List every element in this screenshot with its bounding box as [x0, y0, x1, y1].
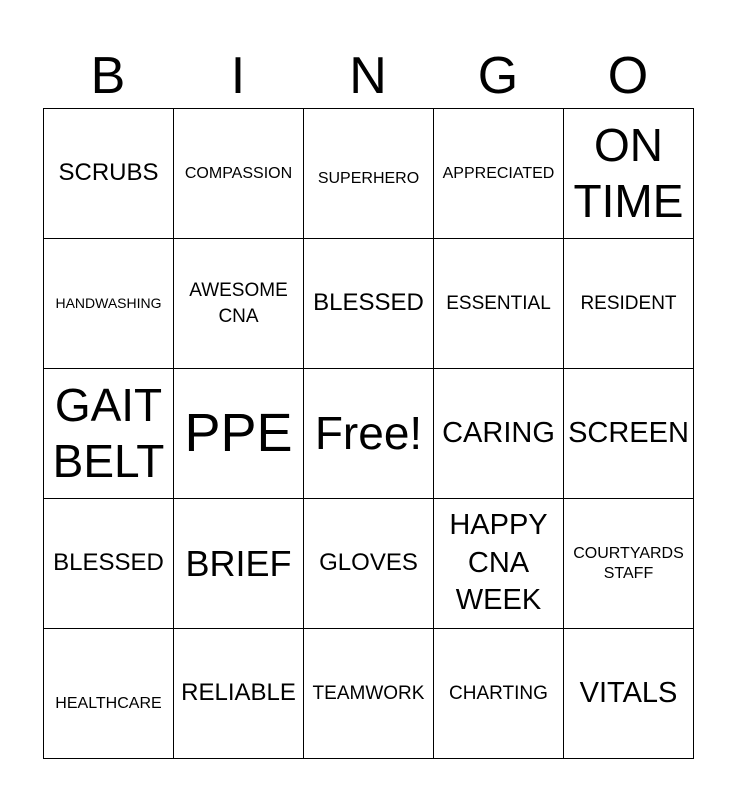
- bingo-cell[interactable]: [44, 629, 174, 759]
- bingo-cell[interactable]: [434, 499, 564, 629]
- bingo-cell[interactable]: [564, 499, 694, 629]
- cell-label: SCRUBS: [58, 159, 159, 187]
- bingo-cell[interactable]: [44, 369, 174, 499]
- bingo-cell[interactable]: [304, 239, 434, 369]
- bingo-cell[interactable]: [174, 499, 304, 629]
- cell-label: Free!: [314, 406, 423, 459]
- bingo-cell[interactable]: [564, 239, 694, 369]
- bingo-cell[interactable]: [434, 369, 564, 499]
- cell-label: ON TIME: [573, 119, 684, 227]
- cell-label: TEAMWORK: [312, 682, 425, 704]
- bingo-cell[interactable]: [304, 629, 434, 759]
- free-space[interactable]: [304, 369, 434, 499]
- bingo-cell[interactable]: [304, 109, 434, 239]
- cell-label: HAPPY CNA WEEK: [449, 508, 548, 617]
- cell-label: HANDWASHING: [55, 295, 162, 312]
- bingo-cell[interactable]: [564, 109, 694, 239]
- cell-label: BLESSED: [313, 289, 424, 317]
- bingo-card: [43, 40, 693, 759]
- header-letter-o: O: [607, 47, 649, 105]
- cell-label: SCREEN: [568, 416, 689, 449]
- cell-label: GAIT BELT: [52, 379, 165, 487]
- cell-label: RELIABLE: [181, 679, 296, 707]
- bingo-header: [43, 40, 693, 108]
- bingo-cell[interactable]: [174, 239, 304, 369]
- bingo-cell[interactable]: [564, 369, 694, 499]
- bingo-cell[interactable]: [434, 109, 564, 239]
- cell-label: PPE: [184, 402, 293, 463]
- bingo-cell[interactable]: [44, 109, 174, 239]
- cell-label: RESIDENT: [580, 292, 677, 314]
- cell-label: BLESSED: [53, 549, 164, 577]
- cell-label: SUPERHERO: [317, 169, 420, 187]
- cell-label: HEALTHCARE: [55, 694, 162, 712]
- bingo-cell[interactable]: [564, 629, 694, 759]
- cell-label: GLOVES: [319, 549, 418, 577]
- bingo-cell[interactable]: [174, 369, 304, 499]
- bingo-grid: [43, 108, 694, 759]
- bingo-cell[interactable]: [44, 239, 174, 369]
- bingo-cell[interactable]: [434, 629, 564, 759]
- cell-label: CHARTING: [449, 682, 548, 704]
- header-letter-i: I: [230, 47, 246, 105]
- cell-label: CARING: [442, 416, 555, 449]
- cell-label: BRIEF: [185, 542, 292, 584]
- cell-label: VITALS: [579, 676, 678, 709]
- cell-label: COMPASSION: [184, 164, 293, 182]
- bingo-cell[interactable]: [174, 629, 304, 759]
- cell-label: APPRECIATED: [442, 164, 555, 182]
- bingo-cell[interactable]: [44, 499, 174, 629]
- cell-label: COURTYARDS STAFF: [573, 545, 684, 582]
- header-letter-g: G: [477, 47, 519, 105]
- header-letter-n: N: [349, 47, 387, 105]
- bingo-cell[interactable]: [304, 499, 434, 629]
- header-letter-b: B: [90, 47, 126, 105]
- cell-label: AWESOME CNA: [189, 279, 288, 327]
- cell-label: ESSENTIAL: [446, 292, 551, 314]
- bingo-cell[interactable]: [434, 239, 564, 369]
- bingo-cell[interactable]: [174, 109, 304, 239]
